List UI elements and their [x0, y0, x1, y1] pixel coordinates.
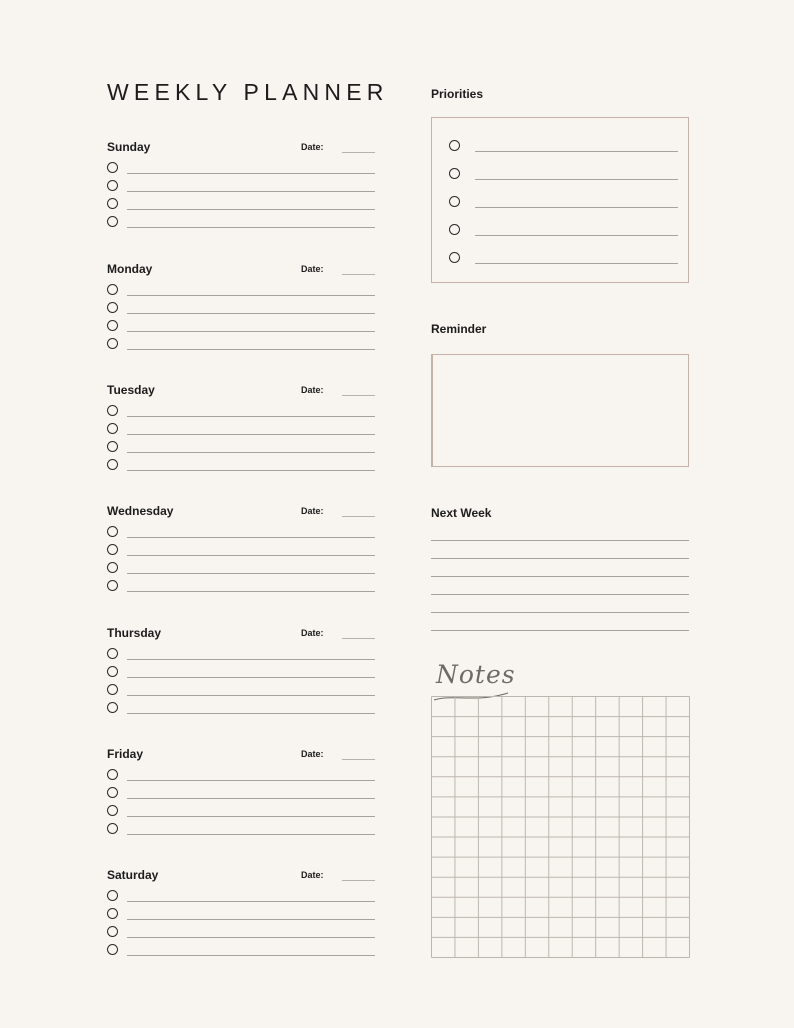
checkbox-circle-icon[interactable]: [107, 338, 118, 349]
checkbox-circle-icon[interactable]: [107, 944, 118, 955]
task-row[interactable]: [107, 823, 375, 837]
task-row[interactable]: [107, 769, 375, 783]
task-line: [127, 537, 375, 538]
task-row[interactable]: [107, 423, 375, 437]
checkbox-circle-icon[interactable]: [107, 284, 118, 295]
checkbox-circle-icon[interactable]: [107, 216, 118, 227]
task-line: [127, 227, 375, 228]
priority-row[interactable]: [449, 196, 678, 210]
priorities-box: [431, 117, 689, 283]
task-row[interactable]: [107, 684, 375, 698]
checkbox-circle-icon[interactable]: [107, 198, 118, 209]
checkbox-circle-icon[interactable]: [107, 441, 118, 452]
task-line: [127, 937, 375, 938]
notes-title: Notes: [436, 660, 516, 689]
checkbox-circle-icon[interactable]: [107, 459, 118, 470]
checkbox-circle-icon[interactable]: [449, 196, 460, 207]
priority-row[interactable]: [449, 140, 678, 154]
checkbox-circle-icon[interactable]: [107, 180, 118, 191]
checkbox-circle-icon[interactable]: [107, 805, 118, 816]
date-label: Date:: [301, 749, 324, 759]
checkbox-circle-icon[interactable]: [107, 908, 118, 919]
task-row[interactable]: [107, 180, 375, 194]
priority-row[interactable]: [449, 252, 678, 266]
task-line: [127, 434, 375, 435]
task-line: [127, 470, 375, 471]
task-line: [127, 919, 375, 920]
task-row[interactable]: [107, 162, 375, 176]
next-week-line[interactable]: [431, 576, 689, 577]
date-input-line[interactable]: [342, 880, 375, 881]
next-week-line[interactable]: [431, 558, 689, 559]
task-line: [127, 659, 375, 660]
task-line: [127, 191, 375, 192]
priority-line: [475, 207, 678, 208]
task-row[interactable]: [107, 302, 375, 316]
day-name: Sunday: [107, 140, 151, 154]
priority-line: [475, 235, 678, 236]
day-name: Friday: [107, 747, 144, 761]
day-block-friday: [107, 747, 375, 867]
checkbox-circle-icon[interactable]: [107, 702, 118, 713]
priority-row[interactable]: [449, 168, 678, 182]
task-row[interactable]: [107, 284, 375, 298]
task-line: [127, 173, 375, 174]
task-row[interactable]: [107, 648, 375, 662]
date-input-line[interactable]: [342, 516, 375, 517]
day-block-wednesday: [107, 504, 375, 624]
priorities-title: Priorities: [431, 87, 484, 101]
page-title: WEEKLY PLANNER: [107, 79, 389, 105]
task-row[interactable]: [107, 580, 375, 594]
day-block-monday: [107, 262, 375, 382]
checkbox-circle-icon[interactable]: [107, 302, 118, 313]
task-row[interactable]: [107, 198, 375, 212]
task-line: [127, 349, 375, 350]
task-line: [127, 313, 375, 314]
checkbox-circle-icon[interactable]: [449, 252, 460, 263]
checkbox-circle-icon[interactable]: [107, 544, 118, 555]
date-label: Date:: [301, 506, 324, 516]
date-input-line[interactable]: [342, 152, 375, 153]
task-line: [127, 780, 375, 781]
priority-row[interactable]: [449, 224, 678, 238]
next-week-line[interactable]: [431, 630, 689, 631]
task-line: [127, 798, 375, 799]
task-row[interactable]: [107, 216, 375, 230]
task-row[interactable]: [107, 338, 375, 352]
date-input-line[interactable]: [342, 638, 375, 639]
day-block-tuesday: [107, 383, 375, 503]
task-line: [127, 816, 375, 817]
day-block-thursday: [107, 626, 375, 746]
reminder-title: Reminder: [431, 322, 487, 336]
date-input-line[interactable]: [342, 759, 375, 760]
next-week-line[interactable]: [431, 612, 689, 613]
reminder-box[interactable]: [431, 354, 689, 467]
date-label: Date:: [301, 142, 324, 152]
date-input-line[interactable]: [342, 274, 375, 275]
task-line: [127, 591, 375, 592]
priority-line: [475, 179, 678, 180]
checkbox-circle-icon[interactable]: [449, 168, 460, 179]
checkbox-circle-icon[interactable]: [107, 926, 118, 937]
task-row[interactable]: [107, 890, 375, 904]
checkbox-circle-icon[interactable]: [107, 666, 118, 677]
task-row[interactable]: [107, 441, 375, 455]
task-row[interactable]: [107, 926, 375, 940]
date-input-line[interactable]: [342, 395, 375, 396]
checkbox-circle-icon[interactable]: [107, 890, 118, 901]
task-row[interactable]: [107, 405, 375, 419]
task-line: [127, 573, 375, 574]
task-line: [127, 901, 375, 902]
checkbox-circle-icon[interactable]: [107, 526, 118, 537]
task-line: [127, 209, 375, 210]
day-name: Tuesday: [107, 383, 155, 397]
task-line: [127, 295, 375, 296]
task-line: [127, 713, 375, 714]
checkbox-circle-icon[interactable]: [107, 162, 118, 173]
day-block-sunday: [107, 140, 375, 260]
priority-line: [475, 263, 678, 264]
task-row[interactable]: [107, 944, 375, 958]
task-row[interactable]: [107, 702, 375, 716]
next-week-line[interactable]: [431, 594, 689, 595]
task-row[interactable]: [107, 908, 375, 922]
task-line: [127, 555, 375, 556]
day-name: Thursday: [107, 626, 162, 640]
checkbox-circle-icon[interactable]: [107, 580, 118, 591]
task-line: [127, 677, 375, 678]
task-line: [127, 955, 375, 956]
task-line: [127, 331, 375, 332]
task-row[interactable]: [107, 544, 375, 558]
next-week-line[interactable]: [431, 540, 689, 541]
checkbox-circle-icon[interactable]: [107, 423, 118, 434]
task-line: [127, 416, 375, 417]
date-label: Date:: [301, 870, 324, 880]
day-name: Monday: [107, 262, 153, 276]
task-row[interactable]: [107, 805, 375, 819]
checkbox-circle-icon[interactable]: [107, 648, 118, 659]
day-block-saturday: [107, 868, 375, 988]
task-row[interactable]: [107, 787, 375, 801]
checkbox-circle-icon[interactable]: [107, 769, 118, 780]
day-name: Saturday: [107, 868, 159, 882]
task-row[interactable]: [107, 459, 375, 473]
checkbox-circle-icon[interactable]: [107, 405, 118, 416]
checkbox-circle-icon[interactable]: [449, 224, 460, 235]
checkbox-circle-icon[interactable]: [107, 787, 118, 798]
checkbox-circle-icon[interactable]: [107, 562, 118, 573]
date-label: Date:: [301, 628, 324, 638]
notes-grid[interactable]: [431, 696, 690, 958]
priority-line: [475, 151, 678, 152]
task-line: [127, 452, 375, 453]
task-row[interactable]: [107, 666, 375, 680]
day-name: Wednesday: [107, 504, 174, 518]
task-line: [127, 695, 375, 696]
date-label: Date:: [301, 385, 324, 395]
task-row[interactable]: [107, 562, 375, 576]
next-week-title: Next Week: [431, 506, 492, 520]
date-label: Date:: [301, 264, 324, 274]
task-row[interactable]: [107, 320, 375, 334]
task-row[interactable]: [107, 526, 375, 540]
checkbox-circle-icon[interactable]: [107, 823, 118, 834]
checkbox-circle-icon[interactable]: [449, 140, 460, 151]
task-line: [127, 834, 375, 835]
checkbox-circle-icon[interactable]: [107, 684, 118, 695]
checkbox-circle-icon[interactable]: [107, 320, 118, 331]
